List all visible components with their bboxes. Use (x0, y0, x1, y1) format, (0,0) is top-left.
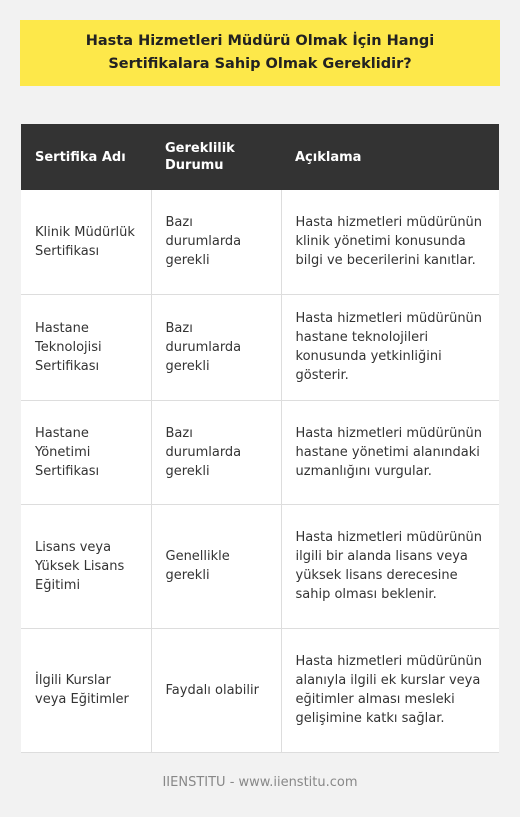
column-header-status: Gereklilik Durumu (165, 141, 235, 173)
cell-certificate-name: Hastane Teknolojisi Sertifikası (21, 294, 151, 400)
cell-description: Hasta hizmetleri müdürünün alanıyla ilgili ek kurslar veya eğitimler alması mesleki gelişimine katkı sağlar. (295, 654, 483, 726)
table-row (21, 628, 499, 752)
cell-description: Hasta hizmetleri müdürünün ilgili bir alanda lisans veya yüksek lisans derecesine sahip olması beklenir. (295, 530, 483, 602)
cell-requirement-status: Genellikle gerekli (151, 504, 281, 628)
footer-credit: IIENSTITU - www.iienstitu.com (162, 775, 358, 790)
cell-requirement-status: Faydalı olabilir (151, 628, 281, 752)
cell-certificate-name: Lisans veya Yüksek Lisans Eğitimi (21, 504, 151, 628)
table-row (21, 190, 499, 294)
column-header-name: Sertifika Adı (35, 149, 126, 165)
cell-certificate-name: Klinik Müdürlük Sertifikası (21, 190, 151, 294)
title-banner (20, 20, 500, 86)
cell-description: Hasta hizmetleri müdürünün hastane teknolojileri konusunda yetkinliğini gösterir. (295, 311, 483, 383)
table-row (21, 504, 499, 628)
cell-requirement-status: Bazı durumlarda gerekli (151, 294, 281, 400)
table-header-row (21, 124, 499, 190)
column-header-description: Açıklama (295, 149, 362, 165)
page-title: Hasta Hizmetleri Müdürü Olmak İçin Hangi Sertifikalara Sahip Olmak Gereklidir? (85, 33, 435, 72)
certificates-table (21, 124, 499, 753)
cell-requirement-status: Bazı durumlarda gerekli (151, 190, 281, 294)
cell-certificate-name: İlgili Kurslar veya Eğitimler (21, 628, 151, 752)
cell-description: Hasta hizmetleri müdürünün klinik yönetimi konusunda bilgi ve becerilerini kanıtlar. (295, 215, 483, 269)
table-row (21, 400, 499, 504)
cell-certificate-name: Hastane Yönetimi Sertifikası (21, 400, 151, 504)
cell-requirement-status: Bazı durumlarda gerekli (151, 400, 281, 504)
cell-description: Hasta hizmetleri müdürünün hastane yönetimi alanındaki uzmanlığını vurgular. (295, 425, 483, 479)
table-row (21, 294, 499, 400)
